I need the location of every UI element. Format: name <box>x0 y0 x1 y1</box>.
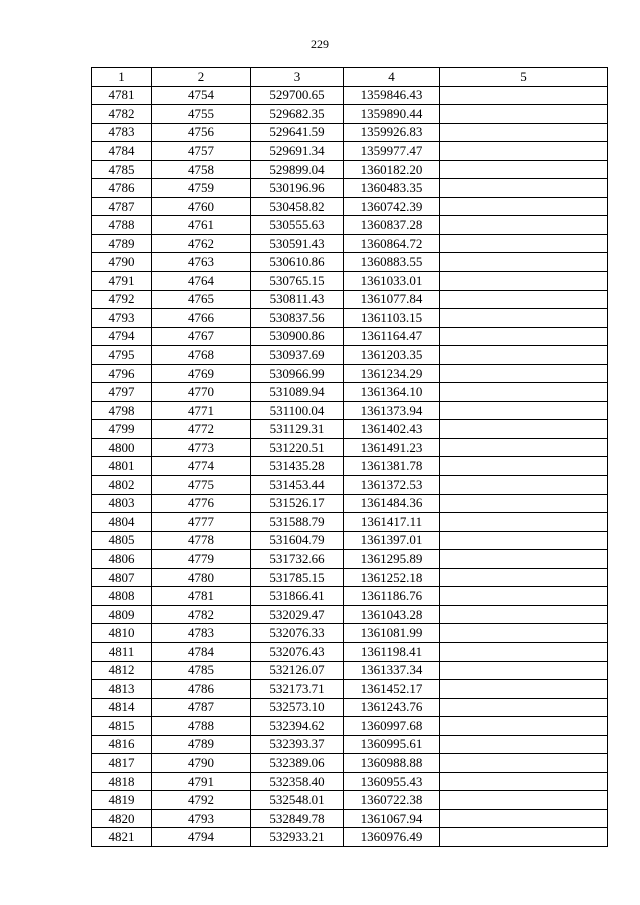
table-cell <box>440 197 608 216</box>
table-cell: 4771 <box>152 401 251 420</box>
table-cell: 529899.04 <box>251 160 344 179</box>
table-cell: 4783 <box>152 624 251 643</box>
table-cell: 531129.31 <box>251 420 344 439</box>
table-row <box>92 494 608 513</box>
table-row <box>92 309 608 328</box>
table-cell: 4794 <box>92 327 152 346</box>
table-cell: 1360997.68 <box>344 717 440 736</box>
table-cell: 1361484.36 <box>344 494 440 513</box>
table-cell: 529641.59 <box>251 123 344 142</box>
column-header: 2 <box>152 68 251 87</box>
table-cell <box>440 401 608 420</box>
table-cell: 4789 <box>152 735 251 754</box>
table-cell: 529700.65 <box>251 86 344 105</box>
table-row <box>92 476 608 495</box>
table-cell: 530196.96 <box>251 179 344 198</box>
table-row <box>92 642 608 661</box>
table-cell: 1361067.94 <box>344 809 440 828</box>
table-cell: 1361364.10 <box>344 383 440 402</box>
table-cell <box>440 828 608 847</box>
table-cell: 532548.01 <box>251 791 344 810</box>
table-row <box>92 438 608 457</box>
table-row <box>92 809 608 828</box>
table-cell: 1361198.41 <box>344 642 440 661</box>
table-cell <box>440 587 608 606</box>
table-cell: 4817 <box>92 754 152 773</box>
table-cell: 4764 <box>152 272 251 291</box>
table-row <box>92 179 608 198</box>
table-cell: 4792 <box>92 290 152 309</box>
table-cell: 4785 <box>152 661 251 680</box>
page-number: 229 <box>311 37 329 51</box>
table-cell: 4810 <box>92 624 152 643</box>
table-cell: 4758 <box>152 160 251 179</box>
table-cell: 531732.66 <box>251 550 344 569</box>
table-cell: 1360864.72 <box>344 234 440 253</box>
table-row <box>92 105 608 124</box>
table-cell <box>440 364 608 383</box>
table-cell: 4792 <box>152 791 251 810</box>
table-cell: 4774 <box>152 457 251 476</box>
table-cell: 1361077.84 <box>344 290 440 309</box>
table-cell: 1361243.76 <box>344 698 440 717</box>
table-cell: 4789 <box>92 234 152 253</box>
coordinates-table <box>91 67 608 847</box>
table-cell: 4755 <box>152 105 251 124</box>
table-cell: 4791 <box>152 772 251 791</box>
table-cell <box>440 105 608 124</box>
table-body <box>92 86 608 846</box>
table-cell: 529691.34 <box>251 142 344 161</box>
table-cell: 4799 <box>92 420 152 439</box>
table-cell: 4821 <box>92 828 152 847</box>
table-cell: 1361234.29 <box>344 364 440 383</box>
table-row <box>92 327 608 346</box>
table-cell: 4807 <box>92 568 152 587</box>
table-row <box>92 717 608 736</box>
table-cell <box>440 568 608 587</box>
table-cell: 4816 <box>92 735 152 754</box>
table-cell <box>440 624 608 643</box>
table-cell <box>440 642 608 661</box>
table-cell: 531526.17 <box>251 494 344 513</box>
table-cell <box>440 123 608 142</box>
table-cell: 1361397.01 <box>344 531 440 550</box>
table-cell: 1361252.18 <box>344 568 440 587</box>
table-cell: 4812 <box>92 661 152 680</box>
table-cell: 4779 <box>152 550 251 569</box>
table-cell: 1360837.28 <box>344 216 440 235</box>
table-row <box>92 531 608 550</box>
table-cell: 4781 <box>152 587 251 606</box>
table-cell <box>440 680 608 699</box>
table-cell <box>440 476 608 495</box>
table-cell: 530591.43 <box>251 234 344 253</box>
table-row <box>92 364 608 383</box>
table-cell: 4802 <box>92 476 152 495</box>
table-cell <box>440 234 608 253</box>
table-cell: 4765 <box>152 290 251 309</box>
table-cell: 4808 <box>92 587 152 606</box>
column-header: 4 <box>344 68 440 87</box>
table-cell: 4798 <box>92 401 152 420</box>
table-cell: 1361402.43 <box>344 420 440 439</box>
table-cell: 4778 <box>152 531 251 550</box>
table-cell: 4761 <box>152 216 251 235</box>
table-cell: 1361373.94 <box>344 401 440 420</box>
table-row <box>92 272 608 291</box>
table-cell: 1361043.28 <box>344 605 440 624</box>
table-cell: 4762 <box>152 234 251 253</box>
table-cell: 531100.04 <box>251 401 344 420</box>
table-cell <box>440 86 608 105</box>
table-cell: 4797 <box>92 383 152 402</box>
table-cell: 1361417.11 <box>344 513 440 532</box>
table-row <box>92 624 608 643</box>
table-cell: 1359977.47 <box>344 142 440 161</box>
table-cell: 4756 <box>152 123 251 142</box>
table-cell <box>440 216 608 235</box>
table-cell: 1361203.35 <box>344 346 440 365</box>
table-cell: 4786 <box>92 179 152 198</box>
table-cell: 1360722.38 <box>344 791 440 810</box>
table-cell: 532933.21 <box>251 828 344 847</box>
table-cell <box>440 309 608 328</box>
table-cell: 530765.15 <box>251 272 344 291</box>
table-cell: 532358.40 <box>251 772 344 791</box>
table-cell <box>440 735 608 754</box>
table-cell: 1360742.39 <box>344 197 440 216</box>
table-cell: 1361033.01 <box>344 272 440 291</box>
table-cell: 4754 <box>152 86 251 105</box>
table-cell: 4781 <box>92 86 152 105</box>
table-row <box>92 605 608 624</box>
column-header: 5 <box>440 68 608 87</box>
table-cell: 4820 <box>92 809 152 828</box>
table-cell: 1360483.35 <box>344 179 440 198</box>
table-cell: 4819 <box>92 791 152 810</box>
table-cell: 532389.06 <box>251 754 344 773</box>
table-cell <box>440 438 608 457</box>
table-cell: 531866.41 <box>251 587 344 606</box>
table-cell: 4801 <box>92 457 152 476</box>
table-cell: 4805 <box>92 531 152 550</box>
table-cell: 4803 <box>92 494 152 513</box>
table-cell <box>440 717 608 736</box>
table-cell <box>440 605 608 624</box>
table-row <box>92 197 608 216</box>
table-cell <box>440 346 608 365</box>
table-cell: 1361491.23 <box>344 438 440 457</box>
table-cell: 4757 <box>152 142 251 161</box>
table-cell <box>440 420 608 439</box>
table-cell: 530555.63 <box>251 216 344 235</box>
table-cell: 4784 <box>92 142 152 161</box>
table-cell: 4763 <box>152 253 251 272</box>
table-cell: 531435.28 <box>251 457 344 476</box>
table-cell: 4793 <box>152 809 251 828</box>
table-row <box>92 698 608 717</box>
table-cell: 4786 <box>152 680 251 699</box>
table-cell: 4773 <box>152 438 251 457</box>
table-cell: 4767 <box>152 327 251 346</box>
table-cell: 1361452.17 <box>344 680 440 699</box>
table-header-row <box>92 68 608 87</box>
table-row <box>92 680 608 699</box>
table-cell: 4760 <box>152 197 251 216</box>
table-row <box>92 828 608 847</box>
table-cell <box>440 772 608 791</box>
table-cell: 4766 <box>152 309 251 328</box>
table-cell: 4787 <box>152 698 251 717</box>
table-cell: 1361081.99 <box>344 624 440 643</box>
table-row <box>92 568 608 587</box>
table-row <box>92 587 608 606</box>
table-cell: 1361295.89 <box>344 550 440 569</box>
table-cell <box>440 160 608 179</box>
table-cell: 1361103.15 <box>344 309 440 328</box>
table-cell: 530811.43 <box>251 290 344 309</box>
table-cell: 532029.47 <box>251 605 344 624</box>
table-cell <box>440 494 608 513</box>
table-cell <box>440 290 608 309</box>
table-row <box>92 401 608 420</box>
table-cell: 1359890.44 <box>344 105 440 124</box>
table-cell: 4776 <box>152 494 251 513</box>
table-cell: 1359926.83 <box>344 123 440 142</box>
table-cell: 4787 <box>92 197 152 216</box>
table-cell <box>440 327 608 346</box>
table-cell: 1360995.61 <box>344 735 440 754</box>
table-cell: 4768 <box>152 346 251 365</box>
table-cell: 4769 <box>152 364 251 383</box>
table-cell: 530966.99 <box>251 364 344 383</box>
table-row <box>92 253 608 272</box>
table-cell: 4770 <box>152 383 251 402</box>
table-cell <box>440 791 608 810</box>
table-row <box>92 123 608 142</box>
table-row <box>92 735 608 754</box>
table-cell: 531453.44 <box>251 476 344 495</box>
table-cell: 4790 <box>152 754 251 773</box>
table-cell: 4777 <box>152 513 251 532</box>
table-cell: 532126.07 <box>251 661 344 680</box>
table-cell: 1359846.43 <box>344 86 440 105</box>
table-cell: 532076.43 <box>251 642 344 661</box>
table-cell: 4782 <box>152 605 251 624</box>
column-header: 1 <box>92 68 152 87</box>
table-cell: 1360883.55 <box>344 253 440 272</box>
table-cell <box>440 457 608 476</box>
table-row <box>92 234 608 253</box>
table-cell: 532076.33 <box>251 624 344 643</box>
table-cell <box>440 383 608 402</box>
column-header: 3 <box>251 68 344 87</box>
table-cell: 532573.10 <box>251 698 344 717</box>
table-row <box>92 772 608 791</box>
table-cell <box>440 809 608 828</box>
table-cell <box>440 754 608 773</box>
table-cell: 4794 <box>152 828 251 847</box>
table-cell: 531220.51 <box>251 438 344 457</box>
table-cell: 4793 <box>92 309 152 328</box>
table-cell: 1361337.34 <box>344 661 440 680</box>
table-row <box>92 216 608 235</box>
table-row <box>92 791 608 810</box>
table-row <box>92 86 608 105</box>
table-row <box>92 420 608 439</box>
table-cell: 532394.62 <box>251 717 344 736</box>
table-row <box>92 290 608 309</box>
table-cell <box>440 661 608 680</box>
table-cell: 4780 <box>152 568 251 587</box>
table-cell: 1361164.47 <box>344 327 440 346</box>
table-cell: 530900.86 <box>251 327 344 346</box>
table-cell: 4785 <box>92 160 152 179</box>
table-cell: 4784 <box>152 642 251 661</box>
table-row <box>92 142 608 161</box>
table-cell: 4775 <box>152 476 251 495</box>
table-row <box>92 457 608 476</box>
table-cell <box>440 179 608 198</box>
table-cell: 531089.94 <box>251 383 344 402</box>
table-cell: 4806 <box>92 550 152 569</box>
table-cell: 1361381.78 <box>344 457 440 476</box>
table-cell: 530610.86 <box>251 253 344 272</box>
table-cell: 4783 <box>92 123 152 142</box>
table-cell: 531588.79 <box>251 513 344 532</box>
table-cell <box>440 253 608 272</box>
table-cell: 1360955.43 <box>344 772 440 791</box>
table-cell <box>440 550 608 569</box>
table-cell: 529682.35 <box>251 105 344 124</box>
table-cell: 531604.79 <box>251 531 344 550</box>
table-cell: 4782 <box>92 105 152 124</box>
table-row <box>92 550 608 569</box>
table-cell: 532393.37 <box>251 735 344 754</box>
table-row <box>92 346 608 365</box>
table-cell: 4791 <box>92 272 152 291</box>
table-row <box>92 513 608 532</box>
table-cell: 4788 <box>152 717 251 736</box>
table-cell <box>440 272 608 291</box>
table-row <box>92 160 608 179</box>
table-row <box>92 383 608 402</box>
table-cell: 532849.78 <box>251 809 344 828</box>
table-cell <box>440 531 608 550</box>
table-cell: 1361372.53 <box>344 476 440 495</box>
table-row <box>92 661 608 680</box>
table-cell: 4818 <box>92 772 152 791</box>
table-cell: 4800 <box>92 438 152 457</box>
table-cell: 1361186.76 <box>344 587 440 606</box>
table-cell <box>440 142 608 161</box>
table-cell <box>440 698 608 717</box>
table-cell: 532173.71 <box>251 680 344 699</box>
table-cell: 4788 <box>92 216 152 235</box>
table-cell: 4804 <box>92 513 152 532</box>
table-cell: 530937.69 <box>251 346 344 365</box>
table-cell: 4772 <box>152 420 251 439</box>
table-cell: 4814 <box>92 698 152 717</box>
table-cell: 1360182.20 <box>344 160 440 179</box>
table-cell <box>440 513 608 532</box>
table-cell: 4759 <box>152 179 251 198</box>
table-cell: 4811 <box>92 642 152 661</box>
table-cell: 1360988.88 <box>344 754 440 773</box>
table-cell: 4815 <box>92 717 152 736</box>
table-cell: 531785.15 <box>251 568 344 587</box>
table-cell: 4813 <box>92 680 152 699</box>
table-cell: 4795 <box>92 346 152 365</box>
table-cell: 4790 <box>92 253 152 272</box>
table-cell: 4809 <box>92 605 152 624</box>
table-cell: 530458.82 <box>251 197 344 216</box>
table-cell: 1360976.49 <box>344 828 440 847</box>
table-cell: 4796 <box>92 364 152 383</box>
table-row <box>92 754 608 773</box>
table-cell: 530837.56 <box>251 309 344 328</box>
